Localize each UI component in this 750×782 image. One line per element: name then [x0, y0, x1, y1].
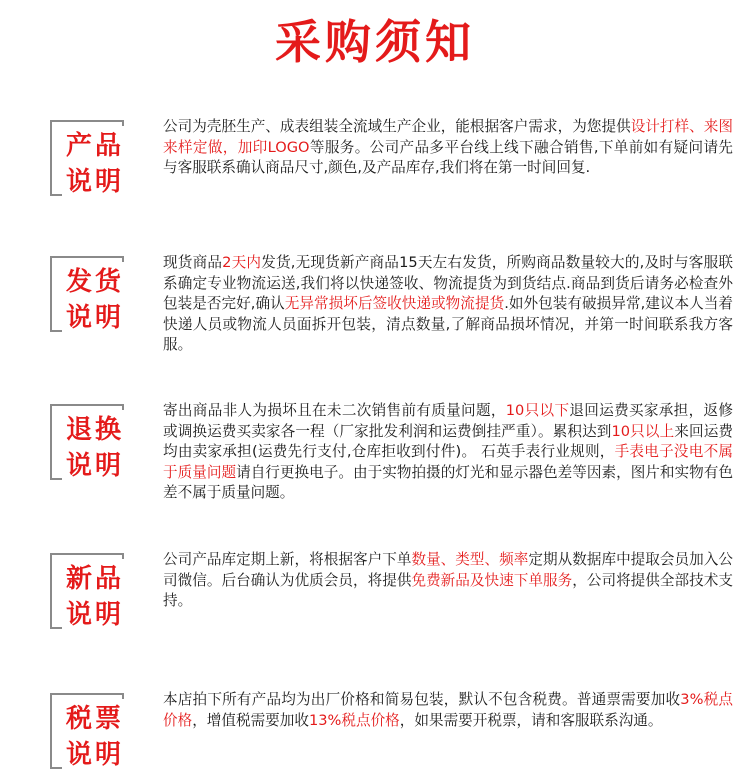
highlight-text: 免费新品及快速下单服务 — [411, 571, 573, 589]
highlight-text: 手表电子没电不属于质量问题 — [163, 443, 733, 481]
label-line-1: 产品 — [65, 131, 124, 161]
section-label — [62, 559, 128, 635]
label-line-2: 说明 — [65, 600, 124, 630]
highlight-text: 无异常损坏后签收快递或物流提货 — [284, 295, 505, 312]
section-label — [62, 699, 128, 775]
body-text: ，增值税需要加收 — [192, 711, 309, 729]
highlight-text: 13%税点价格 — [308, 711, 400, 729]
section-body — [163, 117, 733, 179]
body-text: ，公司将提供全部技术支持。 — [163, 571, 733, 609]
body-text: 等服务。公司产品多平台线上线下融合销售,下单前如有疑问请先与客服联系确认商品尺寸,颜色,及产品库存,我们将在第一时间回复. — [163, 138, 733, 176]
label-line-1: 退换 — [65, 415, 124, 445]
section-label — [62, 262, 128, 338]
body-text: 发货,无现货新产商品15天左右发货，所购商品数量较大的,及时与客服联系确定专业物流运送,我们将以快递签收、物流提货为到货结点.商品到货后请务必检查外包装是否完好,确认 — [163, 254, 733, 312]
body-text: .如外包装有破损异常,建议本人当着快递人员或物流人员面拆开包装，清点数量,了解商品损坏情况，并第一时间联系我方客服。 — [163, 295, 734, 353]
label-line-2: 说明 — [65, 740, 124, 770]
body-text: ，如果需要开税票，请和客服联系沟通。 — [399, 711, 663, 729]
label-line-2: 说明 — [65, 167, 124, 197]
body-text: 退回运费买家承担，返修或调换运费买卖家各一程（厂家批发利润和运费倒挂严重）。累积达到 — [163, 402, 733, 440]
body-text: 现货商品 — [163, 254, 223, 271]
highlight-text: 设计打样、来图来样定做，加印LOGO — [163, 118, 733, 156]
section-body — [163, 253, 733, 356]
body-text: 寄出商品非人为损坏且在未二次销售前有质量问题， — [163, 402, 506, 419]
section-body — [163, 690, 733, 731]
highlight-text: 2天内 — [222, 254, 262, 271]
page-title: 采购须知 — [275, 15, 475, 69]
highlight-text: 3%税点价格 — [163, 691, 733, 729]
section-label — [62, 410, 128, 486]
body-text: 来回运费均由卖家承担(运费先行支付,仓库拒收到付件)。 石英手表行业规则， — [163, 422, 733, 460]
section-body — [163, 550, 733, 612]
body-text: 公司产品库定期上新，将根据客户下单 — [163, 551, 412, 568]
body-text: 请自行更换电子。由于实物拍摄的灯光和显示器色差等因素，图片和实物有色差不属于质量问题。 — [163, 463, 733, 501]
body-text: 公司为壳胚生产、成表组装全流域生产企业，能根据客户需求，为您提供 — [163, 118, 631, 135]
label-line-2: 说明 — [65, 451, 124, 481]
label-line-1: 新品 — [65, 564, 124, 594]
highlight-text: 数量、类型、频率 — [411, 551, 529, 568]
body-text: 本店拍下所有产品均为出厂价格和简易包装，默认不包含税费。普通票需要加收 — [163, 691, 681, 708]
label-line-2: 说明 — [65, 303, 124, 333]
label-line-1: 发货 — [65, 267, 124, 297]
highlight-text: 10只以上 — [611, 422, 675, 440]
section-label — [62, 126, 128, 202]
label-line-1: 税票 — [65, 704, 124, 734]
section-body — [163, 401, 733, 504]
body-text: 定期从数据库中提取会员加入公司微信。后台确认为优质会员，将提供 — [163, 551, 733, 589]
highlight-text: 10只以下 — [505, 402, 570, 419]
